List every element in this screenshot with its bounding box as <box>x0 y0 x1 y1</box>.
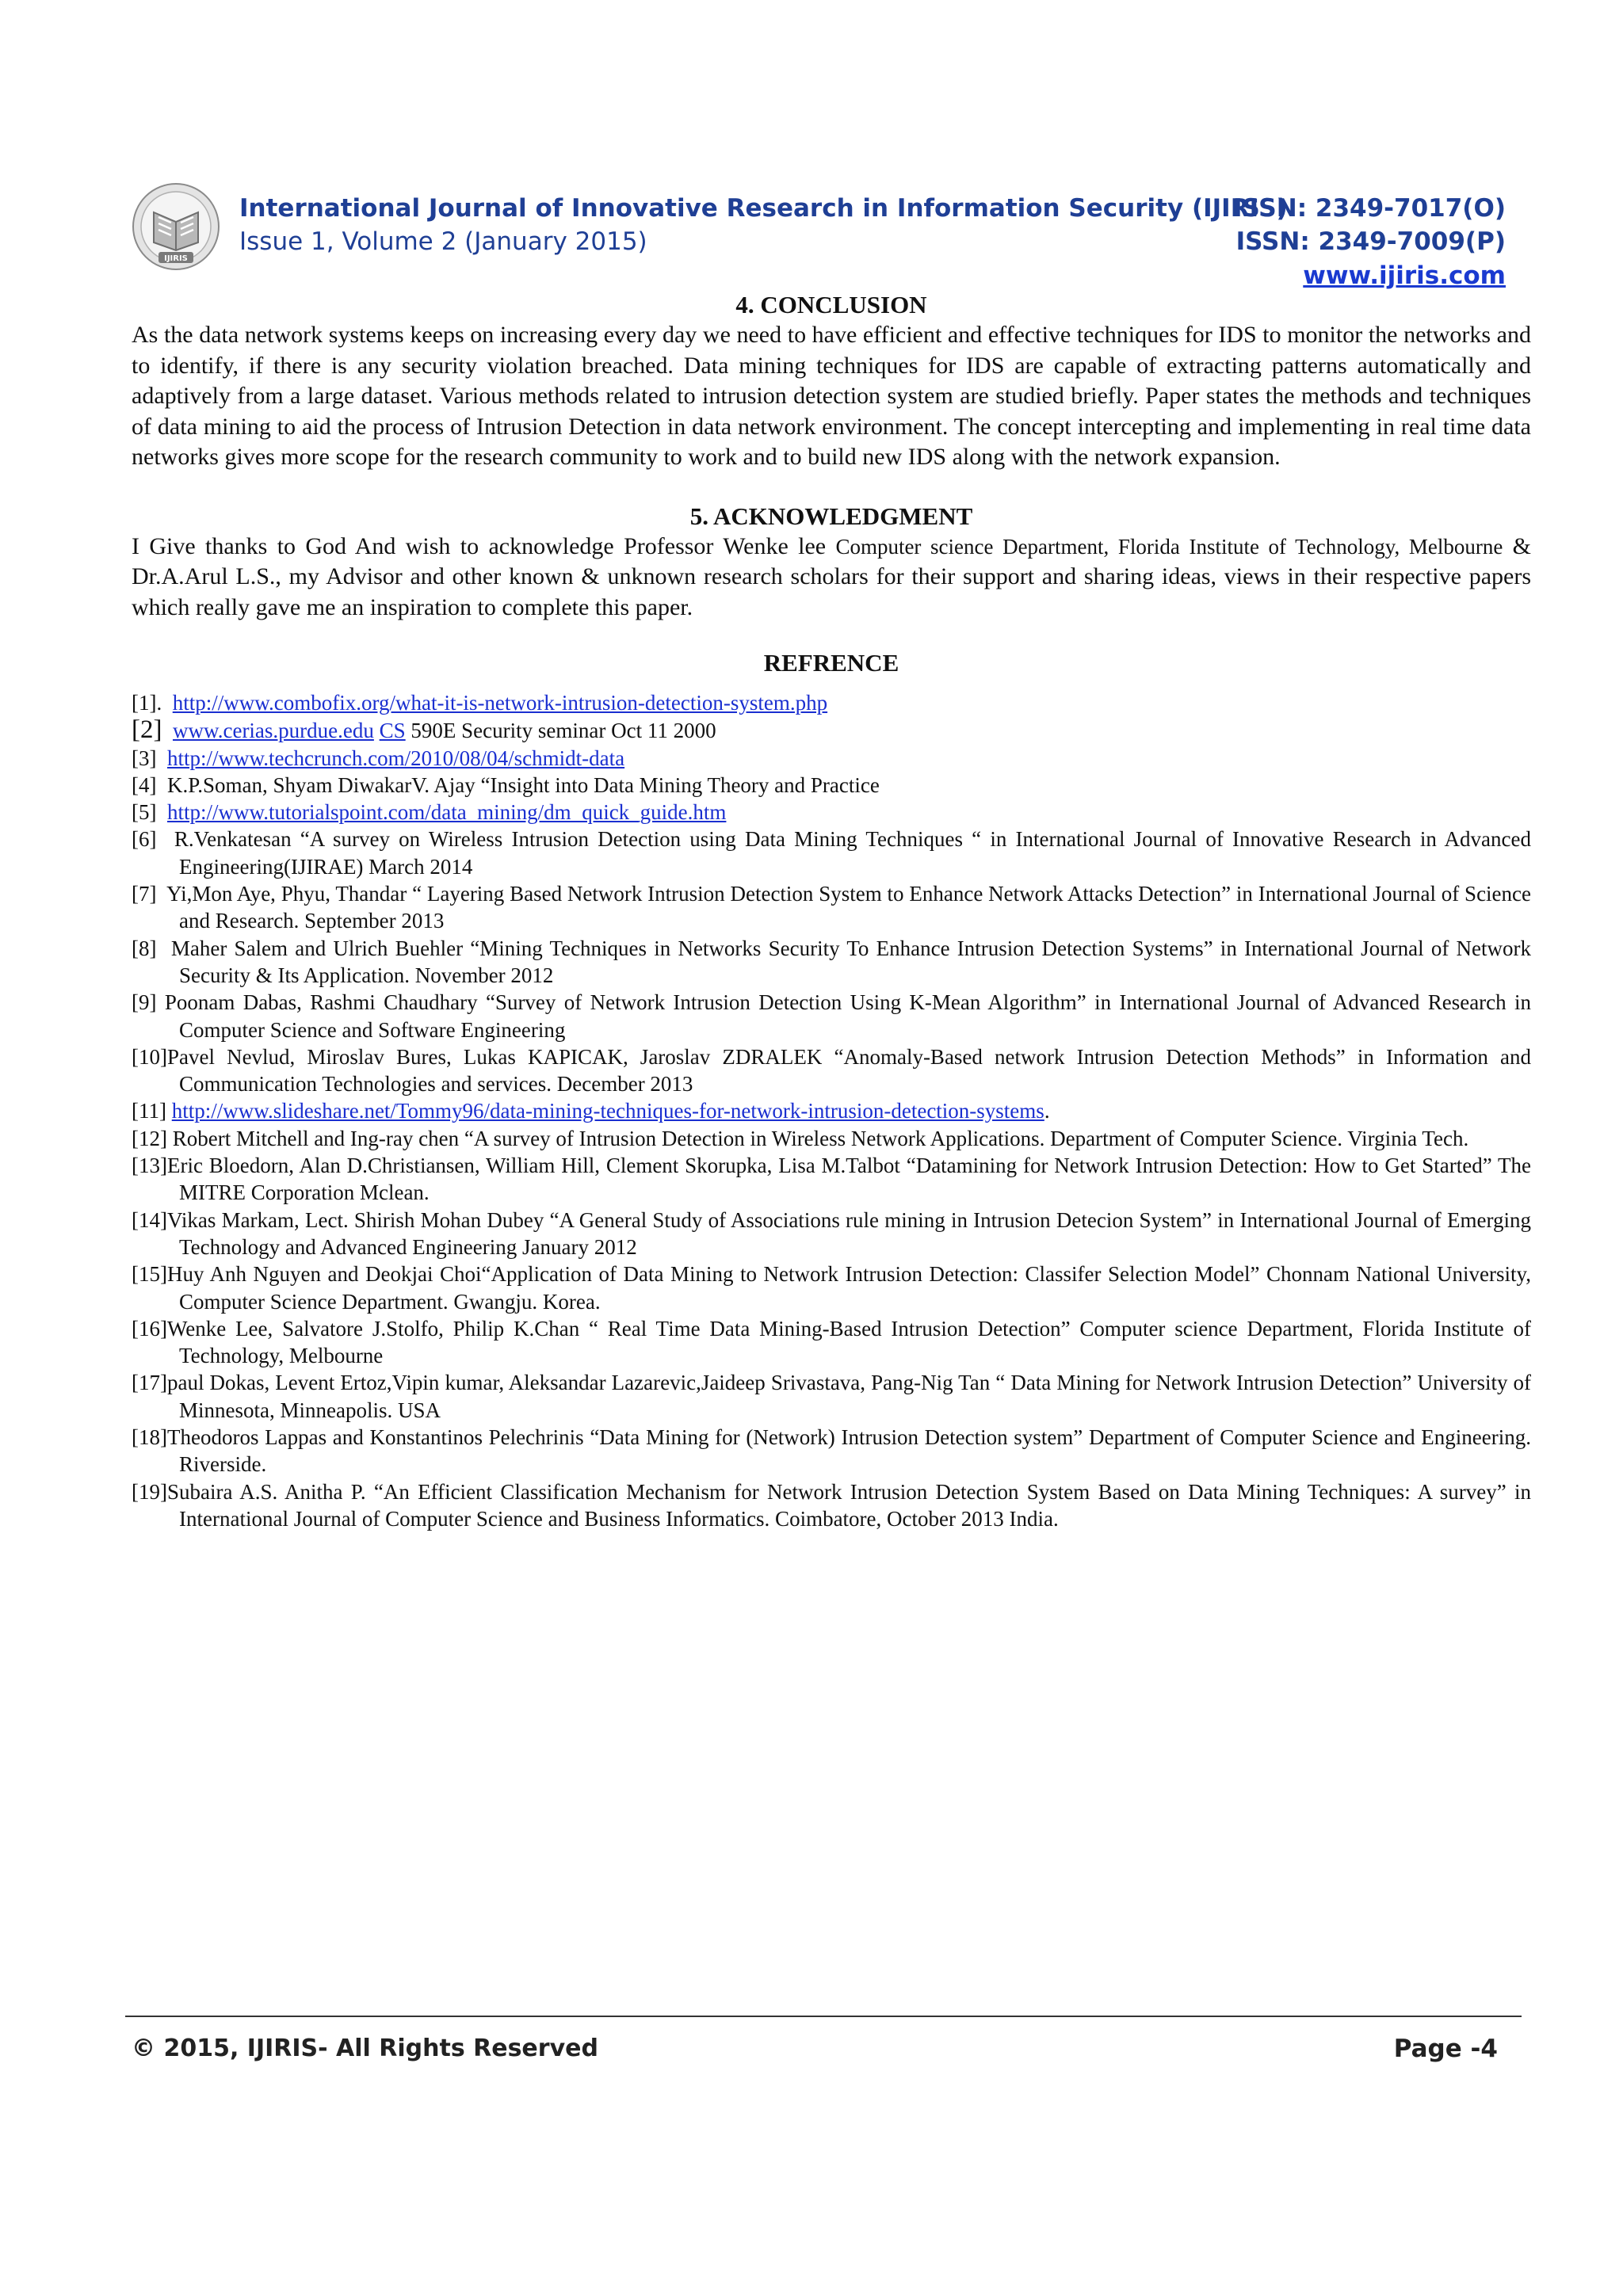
reference-item: [1]. http://www.combofix.org/what-it-is-network-intrusion-detection-system.php <box>132 691 828 715</box>
reference-item: [2] www.cerias.purdue.edu CS 590E Security seminar Oct 11 2000 <box>132 715 716 745</box>
reference-link[interactable]: http://www.tutorialspoint.com/data_mining/dm_quick_guide.htm <box>166 800 727 825</box>
reference-item: [15]Huy Anh Nguyen and Deokjai Choi“Application of Data Mining to Network Intrusion Detection: Classifer Selection Model” Chonnam National University, Computer Science Department. Gwangju. Korea. <box>132 1262 1531 1314</box>
reference-list <box>132 689 1531 1532</box>
conclusion-heading: 4. CONCLUSION <box>735 291 927 318</box>
reference-link[interactable]: CS <box>379 719 406 743</box>
references-heading: REFRENCE <box>763 649 899 677</box>
footer-page-number: Page -4 <box>1393 2035 1498 2063</box>
reference-item: [8] Maher Salem and Ulrich Buehler “Mining Techniques in Networks Security To Enhance Intrusion Detection Systems” in International Journal of Network Security & Its Application. November 2012 <box>132 936 1531 987</box>
reference-item: [6] R.Venkatesan “A survey on Wireless Intrusion Detection using Data Mining Techniques “ in International Journal of Innovative Research in Advanced Engineering(IJIRAE) March 2014 <box>132 827 1532 879</box>
website-link[interactable]: www.ijiris.com <box>1303 261 1506 290</box>
journal-header <box>239 192 1288 258</box>
footer-divider <box>125 2016 1522 2017</box>
journal-logo <box>132 181 220 273</box>
acknowledgment-paragraph <box>132 532 1531 624</box>
reference-item: [16]Wenke Lee, Salvatore J.Stolfo, Philip K.Chan “ Real Time Data Mining-Based Intrusion Detection” Computer science Department, Florida Institute of Technology, Melbourne <box>132 1316 1531 1368</box>
journal-title: International Journal of Innovative Research in Information Security (IJIRIS) <box>239 194 1288 223</box>
reference-item: [12] Robert Mitchell and Ing-ray chen “A survey of Intrusion Detection in Wireless Network Applications. Department of Computer Science. Virginia Tech. <box>132 1126 1469 1150</box>
ack-text-start: I Give thanks to God And wish to acknowledge Professor Wenke lee <box>132 532 836 559</box>
issn-print: ISSN: 2349-7009(P) <box>1235 227 1506 256</box>
reference-item: [11] http://www.slideshare.net/Tommy96/data-mining-techniques-for-network-intrusion-detection-systems. <box>132 1099 1050 1123</box>
reference-item: [13]Eric Bloedorn, Alan D.Christiansen, William Hill, Clement Skorupka, Lisa M.Talbot “Datamining for Network Intrusion Detection: How to Get Started” The MITRE Corporation Mclean. <box>132 1154 1531 1205</box>
ack-organization: Computer science Department, Florida Institute of Technology, Melbourne <box>835 534 1503 559</box>
acknowledgment-heading: 5. ACKNOWLEDGMENT <box>689 502 973 530</box>
reference-item: [3] http://www.techcrunch.com/2010/08/04/schmidt-data <box>132 746 625 770</box>
reference-link[interactable]: http://www.techcrunch.com/2010/08/04/schmidt-data <box>166 746 625 770</box>
issn-online: ISSN: 2349-7017(O) <box>1232 194 1506 223</box>
reference-item: [14]Vikas Markam, Lect. Shirish Mohan Dubey “A General Study of Associations rule mining in Intrusion Detecion System” in International Journal of Emerging Technology and Advanced Engineering January 2012 <box>132 1207 1531 1259</box>
page-content <box>132 290 1531 1532</box>
journal-issue: Issue 1, Volume 2 (January 2015) <box>239 227 647 256</box>
reference-link[interactable]: http://www.combofix.org/what-it-is-network-intrusion-detection-system.php <box>172 691 828 715</box>
reference-link[interactable]: www.cerias.purdue.edu <box>172 719 374 743</box>
reference-item: [18]Theodoros Lappas and Konstantinos Pelechrinis “Data Mining for (Network) Intrusion Detection system” Department of Computer Science and Engineering. Riverside. <box>132 1425 1531 1477</box>
reference-item: [5] http://www.tutorialspoint.com/data_mining/dm_quick_guide.htm <box>132 800 727 825</box>
conclusion-paragraph: As the data network systems keeps on increasing every day we need to have efficient and effective techniques for IDS to monitor the networks and to identify, if there is any security violation breached. Data mining techniques for IDS are capable of extracting patterns automatically and adaptively from a large dataset. Various methods related to intrusion detection system are studied briefly. Paper states the methods and techniques of data mining to aid the process of Intrusion Detection in data network environment. The concept intercepting and implementing in real time data networks gives more scope for the research community to work and to build new IDS along with the network expansion. <box>132 322 1531 470</box>
reference-item: [17]paul Dokas, Levent Ertoz,Vipin kumar, Aleksandar Lazarevic,Jaideep Srivastava, Pang-Nig Tan “ Data Mining for Network Intrusion Detection” University of Minnesota, Minneapolis. USA <box>132 1371 1531 1422</box>
reference-item: [19]Subaira A.S. Anitha P. “An Efficient Classification Mechanism for Network Intrusion Detection System Based on Data Mining Techniques: A survey” in International Journal of Computer Science and Business Informatics. Coimbatore, October 2013 India. <box>132 1479 1531 1531</box>
issn-block <box>1205 192 1506 293</box>
reference-item: [7] Yi,Mon Aye, Phyu, Thandar “ Layering Based Network Intrusion Detection System to Enhance Network Attacks Detection” in International Journal of Science and Research. September 2013 <box>132 882 1532 933</box>
reference-item: [4] K.P.Soman, Shyam DiwakarV. Ajay “Insight into Data Mining Theory and Practice <box>132 772 880 797</box>
logo-text: IJIRIS <box>164 254 188 263</box>
reference-item: [9] Poonam Dabas, Rashmi Chaudhary “Survey of Network Intrusion Detection Using K-Mean Algorithm” in International Journal of Advanced Research in Computer Science and Software Engineering <box>132 990 1532 1042</box>
ack-text-end: & Dr.A.Arul L.S., my Advisor and other known & unknown research scholars for their support and sharing ideas, views in their respective papers which really gave me an inspiration to complete this paper. <box>132 532 1531 620</box>
reference-item: [10]Pavel Nevlud, Miroslav Bures, Lukas KAPICAK, Jaroslav ZDRALEK “Anomaly-Based network Intrusion Detection Methods” in Information and Communication Technologies and services. December 2013 <box>132 1044 1531 1097</box>
reference-link[interactable]: http://www.slideshare.net/Tommy96/data-mining-techniques-for-network-intrusion-detection-systems <box>171 1099 1044 1123</box>
footer-copyright: © 2015, IJIRIS- All Rights Reserved <box>132 2035 598 2062</box>
